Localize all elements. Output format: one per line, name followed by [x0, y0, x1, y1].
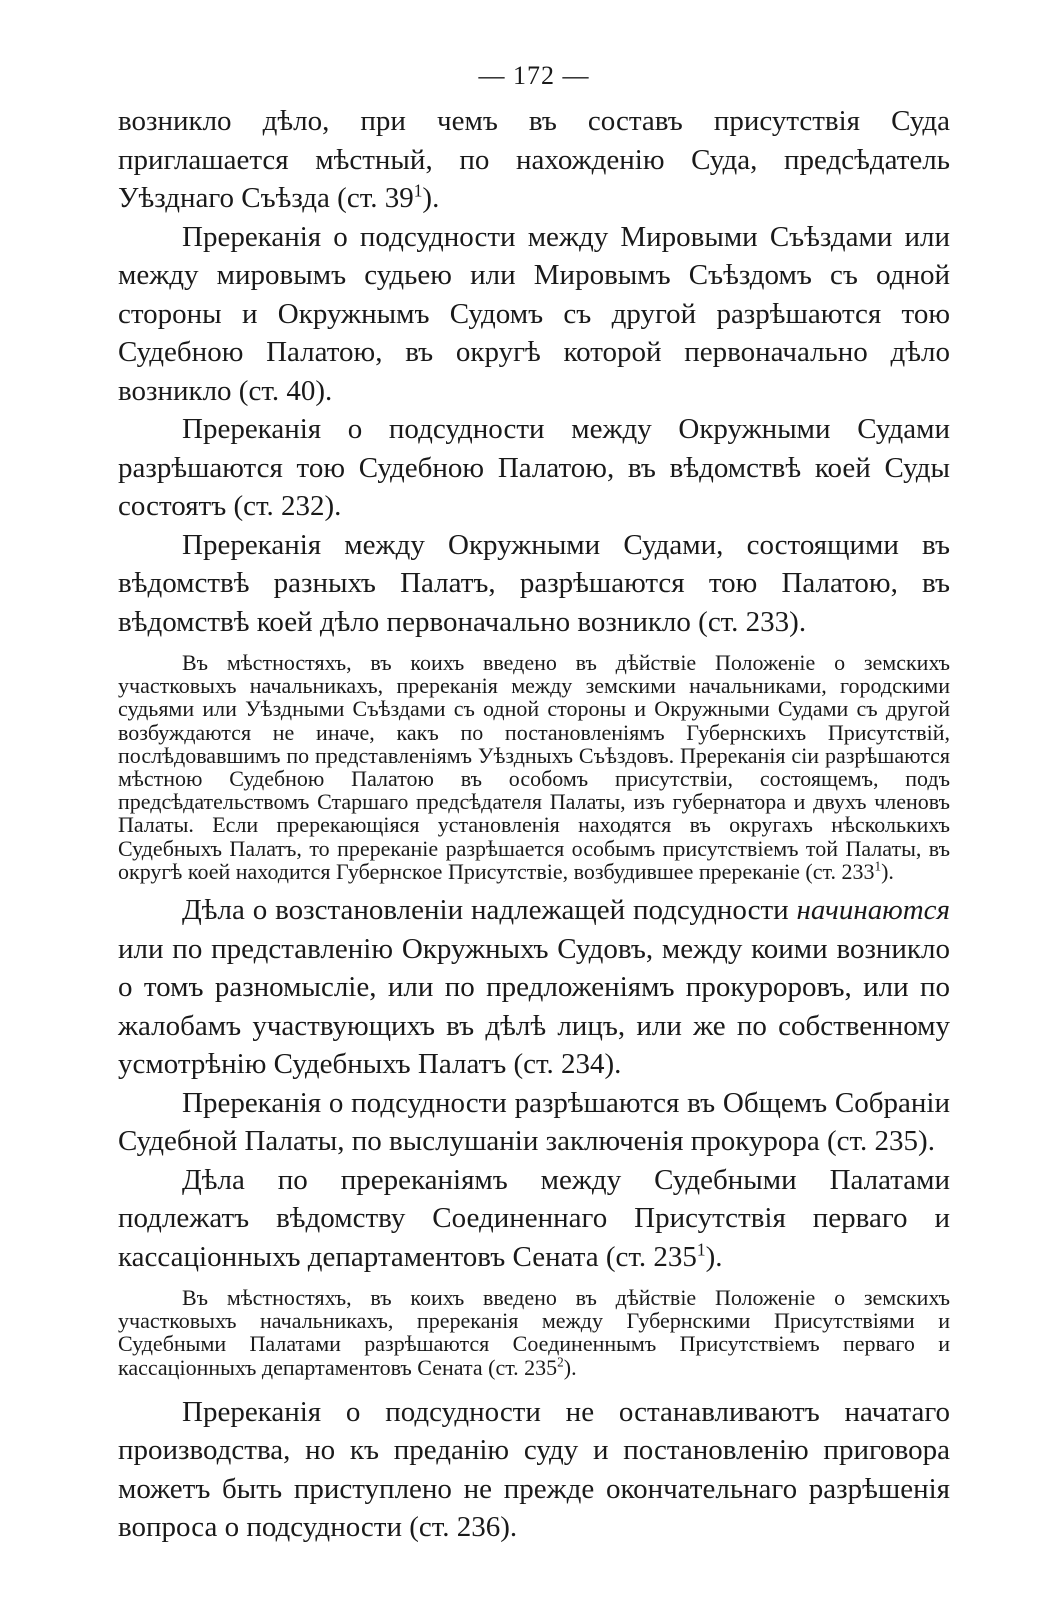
paragraph-7 [118, 1161, 950, 1277]
page-number: — 172 — [478, 61, 590, 90]
paragraph-text: Дѣла по пререканіямъ между Судебными Палатами подлежатъ вѣдомству Соединеннаго Присутствія перваго и кассаціонныхъ департаментовъ Сената (ст. 235 [118, 1163, 950, 1273]
paragraph-tail: ). [422, 182, 440, 214]
note-1 [118, 651, 950, 883]
paragraph-text: или по представленію Окружныхъ Судовъ, между коими возникло о томъ разномысліе, или по предложеніямъ прокуроровъ, или по жалобамъ участвующихъ въ дѣлѣ лицъ, или же по собственному усмотрѣнію Судебныхъ Палатъ (ст. 234). [118, 932, 950, 1081]
footnote-mark: 1 [696, 1238, 706, 1259]
footnote-mark: 2 [557, 1354, 564, 1370]
footnote-mark: 1 [874, 858, 882, 874]
note-text: Въ мѣстностяхъ, въ коихъ введено въ дѣйствіе Положеніе о земскихъ участковыхъ начальникахъ, пререканія между земскими начальниками, городскими судьями или Уѣздными Съѣздами съ одной стороны и Окружными Судами съ другой возбуждаются не иначе, какъ по постановленіямъ Губернскихъ Присутствій, послѣдовавшимъ по представленіямъ Уѣздныхъ Съѣздовъ. Пререканія сіи разрѣшаются мѣстною Судебною Палатою въ особомъ присутствіи, состоящемъ, подъ предсѣдательствомъ Старшаго предсѣдателя Палаты, изъ губернатора и двухъ членовъ Палаты. Если пререкающіяся установленія находятся въ округахъ нѣсколькихъ Судебныхъ Палатъ, то пререканіе разрѣшается особымъ присутствіемъ той Палаты, въ округѣ коей находится Губернское Присутствіе, возбудившее пререканіе (ст. 233 [118, 650, 950, 884]
paragraph-4: Пререканія между Окружными Судами, состоящими въ вѣдомствѣ разныхъ Палатъ, разрѣшаются тою Палатою, въ вѣдомствѣ коей дѣло первоначально возникло (ст. 233). [118, 528, 950, 638]
paragraph-5 [118, 891, 950, 1084]
paragraph-lead: Дѣла о возстановленіи надлежащей подсудности [182, 894, 797, 927]
paragraph-tail: ). [705, 1240, 723, 1273]
note-2 [118, 1286, 950, 1379]
paragraph-1 [118, 102, 950, 218]
paragraph-6: Пререканія о подсудности разрѣшаются въ Общемъ Собраніи Судебной Палаты, по выслушаніи заключенія прокурора (ст. 235). [118, 1086, 950, 1158]
italic-term: начинаются [796, 894, 950, 927]
note-text: Въ мѣстностяхъ, въ коихъ введено въ дѣйствіе Положеніе о земскихъ участковыхъ начальникахъ, пререканія между Губернскими Присутствіями и Судебными Палатами разрѣшаются Соединеннымъ Присутствіемъ перваго и кассаціонныхъ департаментовъ Сената (ст. 235 [118, 1285, 950, 1380]
document-page [118, 58, 950, 1547]
paragraph-8: Пререканія о подсудности не останавливаютъ начатаго производства, но къ преданію суду и постановленію приговора можетъ быть приступлено не прежде окончательнаго разрѣшенія вопроса о подсудности (ст. 236). [118, 1395, 950, 1544]
paragraph-2: Пререканія о подсудности между Мировыми Съѣздами или между мировымъ судьею или Мировымъ Съѣздомъ съ одной стороны и Окружнымъ Судомъ съ другой разрѣшаются тою Судебною Палатою, въ округѣ которой первоначально дѣло возникло (ст. 40). [118, 220, 950, 407]
note-tail: ). [563, 1354, 577, 1380]
paragraph-3: Пререканія о подсудности между Окружными Судами разрѣшаются тою Судебною Палатою, въ вѣдомствѣ коей Суды состоятъ (ст. 232). [118, 413, 950, 522]
footnote-mark: 1 [413, 180, 423, 201]
note-tail: ). [881, 858, 894, 884]
paragraph-text: возникло дѣло, при чемъ въ составъ присутствія Суда приглашается мѣстный, по нахожденію Суда, предсѣдатель Уѣзднаго Съѣзда (ст. 39 [118, 105, 950, 214]
